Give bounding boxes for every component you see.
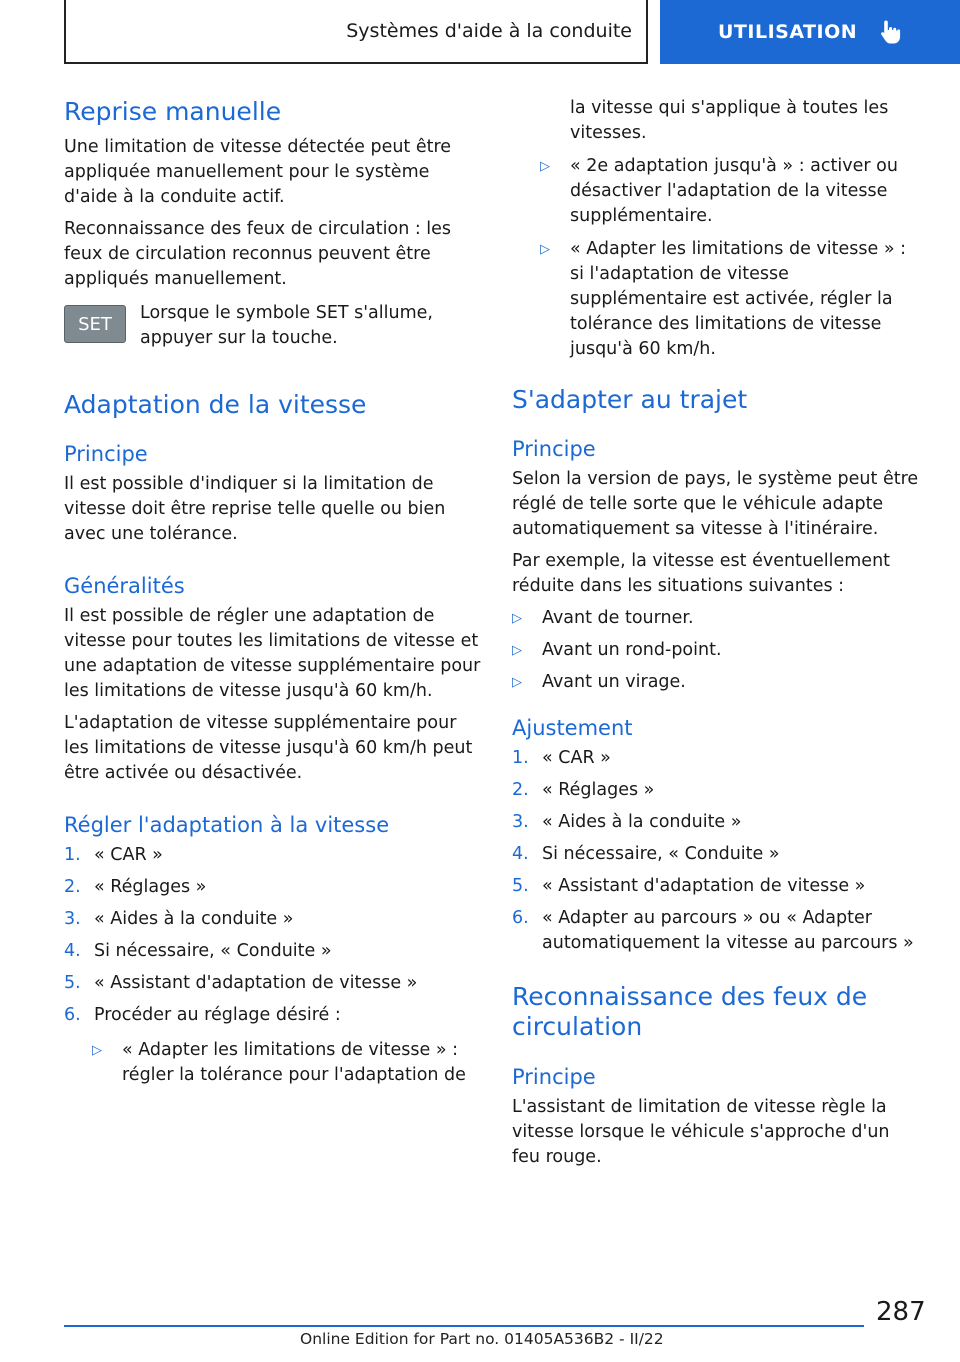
- footer-edition: Online Edition for Part no. 01405A536B2 - II/22: [300, 1330, 664, 1348]
- step-text: « Aides à la conduite »: [94, 909, 294, 929]
- list-item: [64, 1003, 482, 1028]
- step-number: 1.: [512, 748, 529, 768]
- step-number: 6.: [64, 1005, 81, 1025]
- step-text: « Aides à la conduite »: [542, 812, 742, 832]
- right-column: [512, 96, 922, 1170]
- paragraph: Selon la version de pays, le système peut être réglé de telle sorte que le véhicule adapte automatiquement sa vitesse à l'itinéraire.: [512, 469, 919, 539]
- heading-sadapter-trajet: S'adapter au trajet: [512, 385, 748, 414]
- paragraph: Reconnaissance des feux de circulation : les feux de circulation reconnus peuvent être appliqués manuellement.: [64, 219, 452, 289]
- step-text: Procéder au réglage désiré :: [94, 1005, 341, 1025]
- step-text: « Réglages »: [542, 780, 655, 800]
- sub-item-text: « Adapter les limitations de vitesse » : régler la tolérance pour l'adaptation de: [122, 1040, 466, 1085]
- sub-item-continuation: [512, 96, 922, 146]
- heading-reprise-manuelle: Reprise manuelle: [64, 97, 282, 126]
- sub-list-item: [512, 154, 922, 229]
- paragraph: Une limitation de vitesse détectée peut être appliquée manuellement pour le système d'aide à la conduite actif.: [64, 137, 452, 207]
- left-column: [64, 96, 482, 1088]
- sub-list-item: [64, 1038, 482, 1088]
- set-button-icon: [64, 305, 126, 343]
- paragraph: L'adaptation de vitesse supplémentaire pour les limitations de vitesse jusqu'à 60 km/h peut être activée ou désactivée.: [64, 713, 473, 783]
- step-number: 4.: [64, 941, 81, 961]
- triangle-bullet-icon: ▷: [540, 242, 550, 257]
- set-instruction: [64, 301, 482, 351]
- header-chapter-tab: [660, 0, 960, 64]
- subheading-principe: Principe: [512, 437, 596, 461]
- triangle-bullet-icon: ▷: [512, 611, 522, 626]
- paragraph: L'assistant de limitation de vitesse règle la vitesse lorsque le véhicule s'approche d'un feu rouge.: [512, 1097, 890, 1167]
- step-number: 2.: [512, 780, 529, 800]
- list-item: [512, 638, 922, 663]
- step-text: « Assistant d'adaptation de vitesse »: [542, 876, 866, 896]
- list-item-text: Avant un virage.: [542, 672, 686, 692]
- step-text: Si nécessaire, « Conduite »: [94, 941, 332, 961]
- list-item-text: Avant un rond-point.: [542, 640, 722, 660]
- list-item: [512, 606, 922, 631]
- step-number: 3.: [64, 909, 81, 929]
- numbered-list: [512, 746, 922, 956]
- paragraph: Par exemple, la vitesse est éventuellement réduite dans les situations suivantes :: [512, 551, 891, 596]
- section-title: Systèmes d'aide à la conduite: [346, 20, 632, 42]
- paragraph: Lorsque le symbole SET s'allume, appuyer sur la touche.: [140, 303, 433, 348]
- list-item-text: Avant de tourner.: [542, 608, 694, 628]
- chapter-title: UTILISATION: [718, 21, 858, 43]
- sub-item-text: « Adapter les limitations de vitesse » : si l'adaptation de vitesse supplémentaire est activée, régler la tolérance des limitations de vitesse jusqu'à 60 km/h.: [570, 239, 907, 359]
- page-number: 287: [876, 1297, 926, 1327]
- list-item: [64, 875, 482, 900]
- heading-reconnaissance-feux: Reconnaissance des feux de circulation: [512, 982, 868, 1041]
- list-item: [64, 843, 482, 868]
- set-button-label: SET: [78, 313, 112, 335]
- step-text: « CAR »: [94, 845, 163, 865]
- paragraph: Il est possible d'indiquer si la limitation de vitesse doit être reprise telle quelle ou bien avec une tolérance.: [64, 474, 446, 544]
- heading-adaptation-vitesse: Adaptation de la vitesse: [64, 390, 367, 419]
- pointing-hand-icon: [879, 19, 903, 45]
- list-item: [512, 906, 922, 956]
- step-number: 2.: [64, 877, 81, 897]
- list-item: [512, 810, 922, 835]
- list-item: [512, 778, 922, 803]
- list-item: [64, 907, 482, 932]
- subheading-generalites: Généralités: [64, 574, 185, 598]
- step-number: 5.: [64, 973, 81, 993]
- triangle-bullet-icon: ▷: [92, 1043, 102, 1058]
- triangle-bullet-icon: ▷: [512, 643, 522, 658]
- list-item: [512, 670, 922, 695]
- list-item: [512, 842, 922, 867]
- step-number: 1.: [64, 845, 81, 865]
- triangle-bullet-icon: ▷: [512, 675, 522, 690]
- list-item: [512, 874, 922, 899]
- step-text: « Adapter au parcours » ou « Adapter automatiquement la vitesse au parcours »: [542, 908, 914, 953]
- list-item: [512, 746, 922, 771]
- subheading-ajustement: Ajustement: [512, 716, 633, 740]
- list-item: [64, 971, 482, 996]
- sub-item-text: « 2e adaptation jusqu'à » : activer ou désactiver l'adaptation de la vitesse supplémentaire.: [570, 156, 898, 226]
- paragraph: Il est possible de régler une adaptation de vitesse pour toutes les limitations de vitesse et une adaptation de vitesse supplémentaire pour les limitations de vitesse jusqu'à 60 km/h.: [64, 606, 481, 701]
- step-text: Si nécessaire, « Conduite »: [542, 844, 780, 864]
- subheading-principe: Principe: [64, 442, 148, 466]
- list-item: [64, 939, 482, 964]
- triangle-bullet-icon: ▷: [540, 159, 550, 174]
- step-number: 3.: [512, 812, 529, 832]
- step-number: 5.: [512, 876, 529, 896]
- step-text: « Réglages »: [94, 877, 207, 897]
- numbered-list: [64, 843, 482, 1088]
- subheading-regler-adaptation: Régler l'adaptation à la vitesse: [64, 813, 390, 837]
- step-number: 4.: [512, 844, 529, 864]
- step-text: « CAR »: [542, 748, 611, 768]
- sub-item-text: la vitesse qui s'applique à toutes les vitesses.: [570, 98, 889, 143]
- step-text: « Assistant d'adaptation de vitesse »: [94, 973, 418, 993]
- sub-list-item: [512, 237, 922, 362]
- header-section-title: [64, 0, 648, 64]
- subheading-principe: Principe: [512, 1065, 596, 1089]
- step-number: 6.: [512, 908, 529, 928]
- footer-divider: [64, 1325, 864, 1327]
